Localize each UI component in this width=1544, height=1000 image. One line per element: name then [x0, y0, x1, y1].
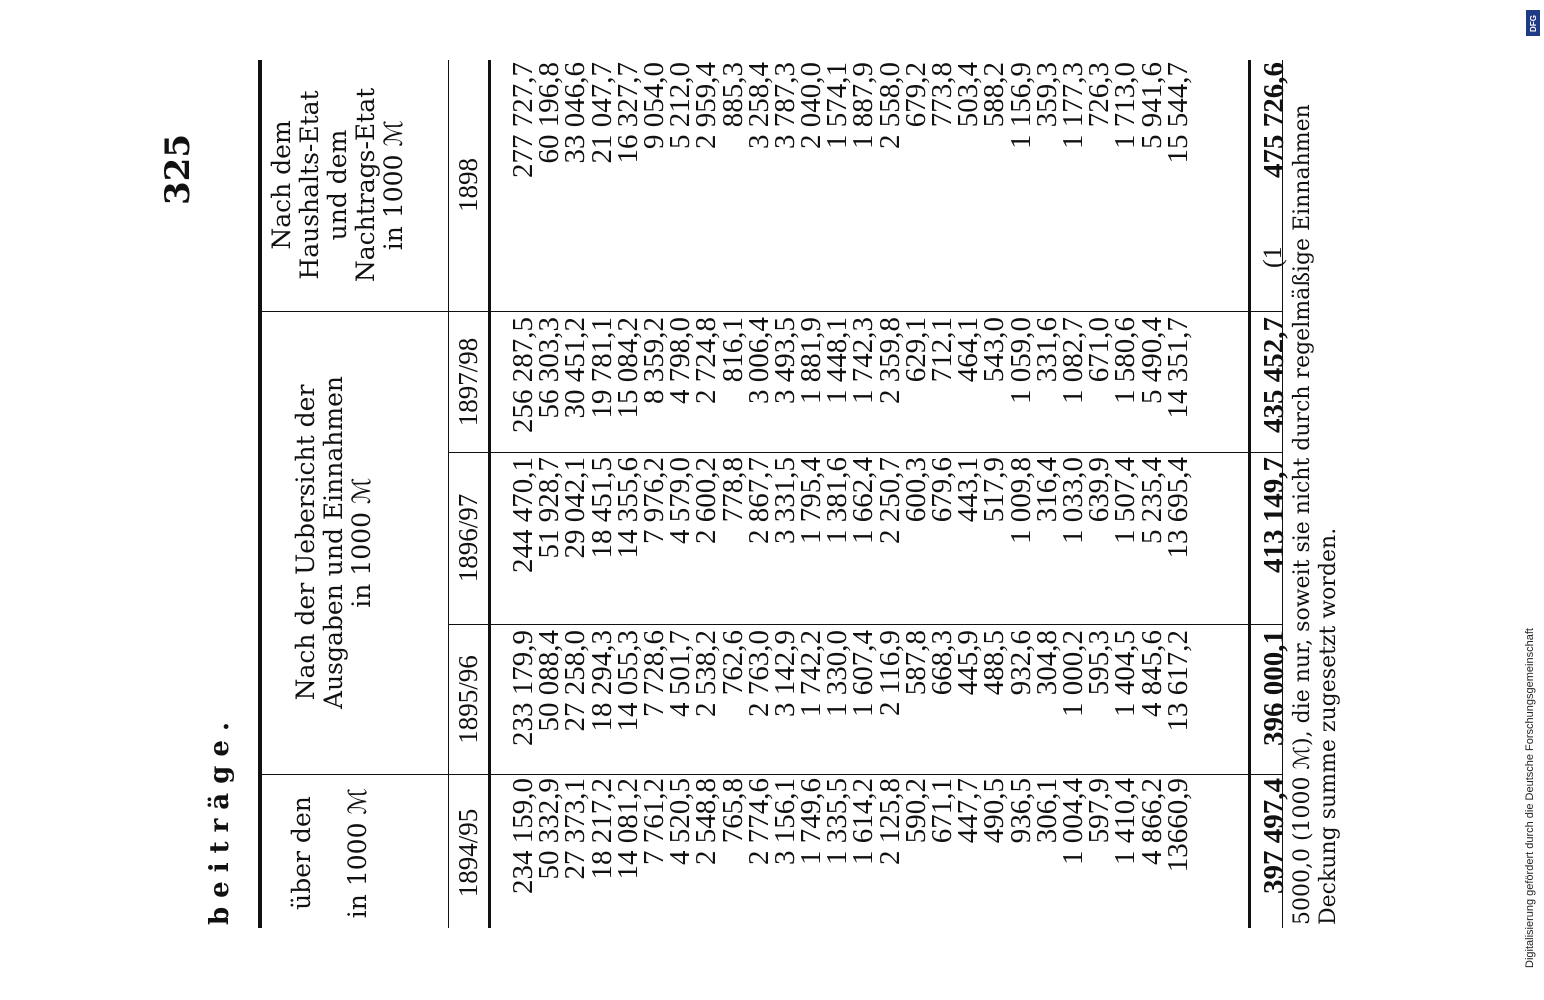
table-cell: 1 881,9	[795, 317, 828, 404]
dfg-watermark	[1524, 8, 1542, 992]
table-cell: 18 294,3	[585, 630, 618, 732]
table-cell: 4 501,7	[664, 630, 697, 717]
table-cell: 1 381,6	[821, 457, 854, 544]
table-cell: 33 046,6	[559, 62, 592, 164]
divider-1	[258, 774, 1283, 775]
table-cell: 671,0	[1083, 317, 1116, 383]
table-cell: 2 724,8	[690, 317, 723, 404]
table-cell: 1 662,4	[847, 457, 880, 544]
table-cell: 679,2	[899, 62, 932, 128]
table-cell: 30 451,2	[559, 317, 592, 419]
table-cell: 1 795,4	[795, 457, 828, 544]
table-cell: 2 959,4	[690, 62, 723, 149]
table-cell: 27 258,0	[559, 630, 592, 732]
table-cell: 773,8	[926, 62, 958, 128]
divider-2	[448, 624, 1283, 625]
table-cell: 15 544,7	[1161, 62, 1194, 164]
table-cell: 14 055,3	[611, 630, 644, 732]
divider-4	[258, 311, 1283, 312]
table-cell: 5 490,4	[1135, 317, 1168, 404]
header-group-2: Nach der Uebersicht der Ausgaben und Einnahmen in 1000 ℳ	[291, 376, 376, 709]
column-1896-97	[507, 457, 1194, 622]
table-cell: 488,5	[978, 630, 1011, 696]
table-cell: 1 574,1	[821, 62, 854, 149]
table-cell: 8 359,2	[637, 317, 670, 404]
table-cell: 2 040,0	[795, 62, 828, 149]
header-group-3: Nach dem Haushalts-Etat und dem Nachtrags-Etat in 1000 ℳ	[267, 87, 408, 283]
table-cell: 18 217,2	[585, 778, 618, 880]
table-cell: 13660,9	[1161, 778, 1194, 873]
table-cell: 3 006,4	[742, 317, 775, 404]
table-cell: 359,3	[1030, 62, 1063, 128]
table-cell: 2 600,2	[690, 457, 723, 544]
table-cell: 1 330,0	[821, 630, 854, 717]
table-cell: 2 359,8	[873, 317, 906, 404]
table-cell: 256 287,5	[507, 317, 539, 433]
table-cell: 1 742,3	[847, 317, 880, 404]
table-cell: 447,7	[952, 778, 985, 844]
table-cell: 668,3	[926, 630, 958, 696]
table-cell: 1 614,2	[847, 778, 880, 865]
table-cell: 2 116,9	[873, 630, 906, 716]
table-cell: 490,5	[978, 778, 1011, 844]
table-cell: 816,1	[716, 317, 749, 383]
column-1897-98	[507, 317, 1194, 450]
table-cell: 2 774,6	[742, 778, 775, 865]
table-cell: 1 404,5	[1109, 630, 1142, 717]
year-label-1: 1894/95	[453, 808, 483, 898]
table-cell: 4 798,0	[664, 317, 697, 404]
table-cell: 1 410,4	[1109, 778, 1142, 865]
total-1898: 475 726,6	[1258, 62, 1290, 178]
table-cell: 15 084,2	[611, 317, 644, 419]
table-cell: 3 258,4	[742, 62, 775, 149]
table-cell: 21 047,7	[585, 62, 618, 164]
year-top-rule	[448, 60, 449, 928]
table-cell: 3 331,5	[768, 457, 801, 544]
table-cell: 3 156,1	[768, 778, 801, 865]
table-cell: 7 976,2	[637, 457, 670, 544]
table-cell: 304,8	[1030, 630, 1063, 696]
page-heading: beiträge.	[205, 713, 235, 925]
table-cell: 778,8	[716, 457, 749, 523]
year-label-5: 1898	[453, 158, 483, 212]
table-cell: 765,8	[716, 778, 749, 844]
table-cell: 14 355,6	[611, 457, 644, 559]
table-cell: 1 335,5	[821, 778, 854, 865]
table-cell: 18 451,5	[585, 457, 618, 559]
table-cell: 762,6	[716, 630, 749, 696]
table-cell: 306,1	[1030, 778, 1063, 844]
table-cell: 5 941,6	[1135, 62, 1168, 149]
table-cell: 885,3	[716, 62, 749, 128]
table-cell: 1 887,9	[847, 62, 880, 149]
total-1897-98: 435 452,7	[1258, 317, 1290, 433]
table-cell: 27 373,1	[559, 778, 592, 880]
table-cell: 464,1	[952, 317, 985, 383]
table-cell: 932,6	[1004, 630, 1037, 696]
table-cell: 50 088,4	[533, 630, 566, 732]
table-cell: 5 235,4	[1135, 457, 1168, 544]
total-1895-96: 396 000,1	[1258, 630, 1290, 746]
table-cell: 445,9	[952, 630, 985, 696]
table-cell: 13 617,2	[1161, 630, 1194, 732]
table-cell: 331,6	[1030, 317, 1063, 383]
table-cell: 51 928,7	[533, 457, 566, 559]
total-1894-95: 397 497,4	[1258, 778, 1290, 894]
table-cell: 1 607,4	[847, 630, 880, 717]
table-cell: 233 179,9	[507, 630, 539, 746]
table-cell: 2 538,2	[690, 630, 723, 717]
table-cell: 639,9	[1083, 457, 1116, 523]
table-cell: 3 142,9	[768, 630, 801, 717]
table-cell: 597,9	[1083, 778, 1116, 844]
table-cell: 29 042,1	[559, 457, 592, 559]
footnote: 5000,0 (1000 ℳ), die nur, soweit sie nicht durch regelmäßige Einnahmen Deckung summe zugesetzt worden.	[1290, 104, 1341, 925]
table-cell: 2 867,7	[742, 457, 775, 544]
table-cell: 1 749,6	[795, 778, 828, 865]
table-cell: 7 761,2	[637, 778, 670, 865]
total-footnote-marker: (1	[1258, 246, 1287, 268]
table-cell: 679,6	[926, 457, 958, 523]
table-cell: 1 742,2	[795, 630, 828, 717]
watermark-text: Digitalisierung gefördert durch die Deutsche Forschungsgemeinschaft	[1524, 628, 1536, 968]
table-cell: 726,3	[1083, 62, 1116, 128]
table-cell: 600,3	[899, 457, 932, 523]
year-label-4: 1897/98	[453, 337, 483, 427]
table-cell: 50 332,9	[533, 778, 566, 880]
table-cell: 277 727,7	[507, 62, 539, 178]
table-cell: 1 448,1	[821, 317, 854, 404]
table-cell: 13 695,4	[1161, 457, 1194, 559]
page-number: 325	[158, 134, 198, 205]
year-bottom-rule	[488, 60, 491, 928]
table-cell: 316,4	[1030, 457, 1063, 523]
divider-3	[448, 452, 1283, 453]
table-cell: 1 004,4	[1056, 778, 1089, 865]
table-cell: 587,8	[899, 630, 932, 696]
column-1895-96	[507, 630, 1194, 772]
table-cell: 588,2	[978, 62, 1011, 128]
table-cell: 503,4	[952, 62, 985, 128]
table-cell: 1 580,6	[1109, 317, 1142, 404]
table-cell: 4 579,0	[664, 457, 697, 544]
table-cell: 595,3	[1083, 630, 1116, 696]
table-cell: 4 845,6	[1135, 630, 1168, 717]
table-cell: 3 493,5	[768, 317, 801, 404]
table-cell: 9 054,0	[637, 62, 670, 149]
table-cell: 56 303,3	[533, 317, 566, 419]
table-cell: 5 212,0	[664, 62, 697, 149]
total-1896-97: 413 149,7	[1258, 457, 1290, 573]
table-cell: 2 763,0	[742, 630, 775, 717]
year-label-3: 1896/97	[453, 493, 483, 583]
table-cell: 712,1	[926, 317, 958, 383]
table-cell: 543,0	[978, 317, 1011, 383]
table-cell: 4 866,2	[1135, 778, 1168, 865]
total-top-rule	[1248, 60, 1251, 928]
table-cell: 244 470,1	[507, 457, 539, 573]
header-group-1: über den in 1000 ℳ	[287, 787, 372, 919]
year-label-2: 1895/96	[453, 655, 483, 744]
table-cell: 2 558,0	[873, 62, 906, 149]
table-cell: 1 507,4	[1109, 457, 1142, 544]
table-cell: 1 713,0	[1109, 62, 1142, 149]
table-cell: 16 327,7	[611, 62, 644, 164]
table-cell: 1 156,9	[1004, 62, 1037, 149]
table-cell: 2 250,7	[873, 457, 906, 544]
table-cell: 1 082,7	[1056, 317, 1089, 404]
table-cell: 7 728,6	[637, 630, 670, 717]
table-cell: 1 177,3	[1056, 62, 1089, 149]
table-cell: 14 081,2	[611, 778, 644, 880]
table-cell: 590,2	[899, 778, 932, 844]
table-top-rule	[258, 60, 262, 928]
table-cell: 19 781,1	[585, 317, 618, 419]
table-cell: 4 520,5	[664, 778, 697, 865]
table-cell: 1 059,0	[1004, 317, 1037, 404]
column-1894-95	[507, 778, 1194, 928]
table-cell: 3 787,3	[768, 62, 801, 149]
table-cell: 14 351,7	[1161, 317, 1194, 419]
table-cell: 936,5	[1004, 778, 1037, 844]
table-cell: 1 033,0	[1056, 457, 1089, 544]
table-cell: 517,9	[978, 457, 1011, 523]
table-cell: 2 548,8	[690, 778, 723, 865]
dfg-logo-icon: DFG	[1526, 10, 1540, 36]
table-cell: 2 125,8	[873, 778, 906, 865]
table-cell: 671,1	[926, 778, 958, 844]
table-cell: 234 159,0	[507, 778, 539, 894]
table-cell: 443,1	[952, 457, 985, 523]
column-1898	[507, 62, 1194, 310]
table-cell: 60 196,8	[533, 62, 566, 164]
table-cell: 629,1	[899, 317, 932, 383]
table-cell: 1 009,8	[1004, 457, 1037, 544]
table-cell: 1 000,2	[1056, 630, 1089, 717]
